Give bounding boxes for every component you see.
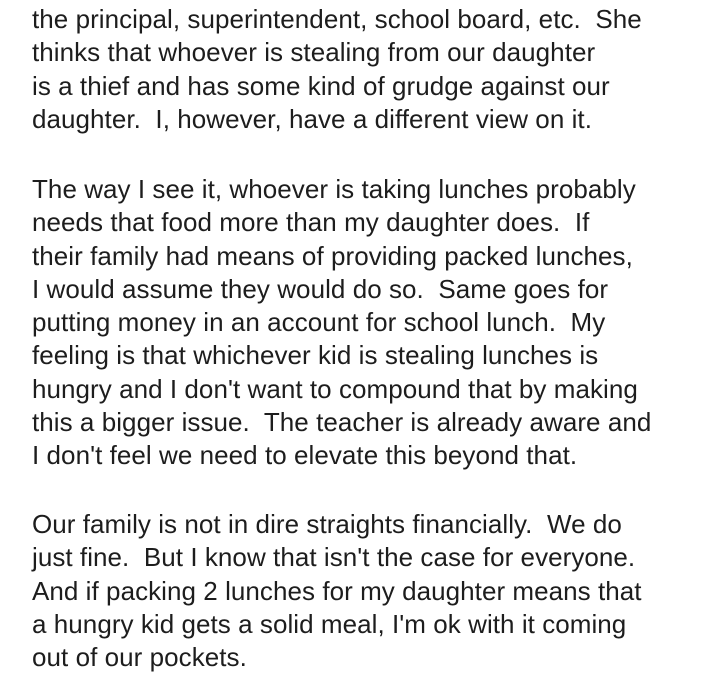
text-line: And if packing 2 lunches for my daughter means that [32, 575, 642, 606]
text-line: feeling is that whichever kid is stealing lunches is [32, 340, 599, 371]
text-line: The way I see it, whoever is taking lunches probably [32, 174, 636, 204]
paragraph-3 [32, 508, 642, 674]
text-line: Our family is not in dire straights financially. We do [32, 509, 622, 539]
text-line: thinks that whoever is stealing from our daughter [32, 37, 596, 68]
text-line: a hungry kid gets a solid meal, I'm ok with it coming [32, 608, 627, 639]
text-line: just fine. But I know that isn't the case for everyone. [32, 542, 636, 573]
text-line: this a bigger issue. The teacher is already aware and [32, 407, 652, 438]
text-line: I don't feel we need to elevate this beyond that. [32, 440, 578, 471]
text-line: the principal, superintendent, school board, etc. She [32, 4, 642, 34]
text-line: is a thief and has some kind of grudge against our [32, 70, 610, 101]
paragraph-1 [32, 3, 642, 136]
cut-off-top-line [32, 0, 720, 2]
text-line: needs that food more than my daughter does. If [32, 207, 590, 238]
text-line: hungry and I don't want to compound that by making [32, 373, 638, 404]
text-line: I would assume they would do so. Same goes for [32, 273, 609, 304]
text-line: out of our pockets. [32, 642, 247, 673]
text-line: putting money in an account for school lunch. My [32, 307, 606, 338]
text-line: their family had means of providing packed lunches, [32, 240, 633, 271]
paragraph-2 [32, 173, 651, 473]
text-line: daughter. I, however, have a different view on it. [32, 103, 592, 134]
